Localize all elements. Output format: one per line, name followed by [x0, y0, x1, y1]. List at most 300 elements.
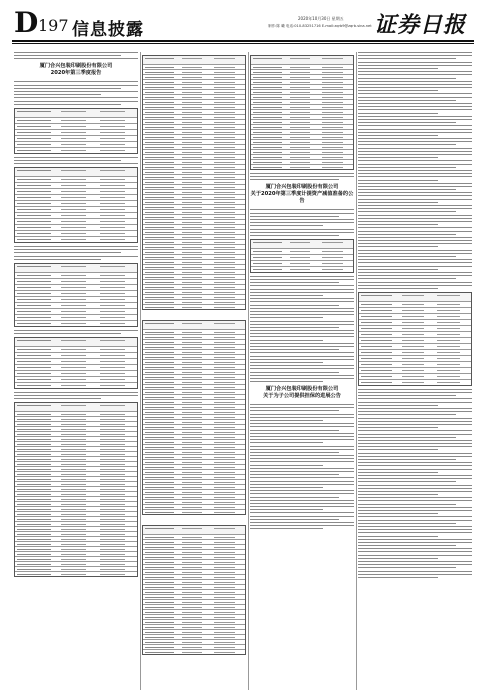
table-row [143, 321, 245, 330]
table-cell [214, 172, 234, 173]
text-line [358, 414, 456, 415]
table-cell [61, 379, 85, 380]
table-cell [100, 373, 124, 374]
table-cell [182, 242, 202, 243]
table-cell [17, 239, 51, 240]
table-cell [182, 357, 202, 358]
page-number: 197 [38, 16, 69, 35]
text-line [250, 474, 339, 475]
balance-sheet-table [14, 402, 138, 577]
table-cell [145, 422, 174, 423]
table-cell [61, 494, 85, 495]
table-cell [145, 217, 174, 218]
table-cell [100, 132, 124, 133]
table-cell [145, 277, 174, 278]
table-cell [100, 215, 124, 216]
table-cell [145, 477, 174, 478]
table-cell [17, 191, 51, 192]
text-line [250, 295, 323, 296]
table-cell [214, 277, 234, 278]
text-line [250, 292, 354, 293]
table-cell [145, 267, 174, 268]
table-cell [145, 492, 174, 493]
table-cell [145, 257, 174, 258]
table-cell [17, 504, 51, 505]
table-cell [214, 467, 234, 468]
table-cell [182, 323, 202, 324]
table-cell [182, 177, 202, 178]
table-cell [182, 502, 202, 503]
text-line [14, 52, 138, 53]
table-cell [214, 422, 234, 423]
table-cell [17, 439, 51, 440]
table-cell [145, 367, 174, 368]
table-cell [145, 567, 174, 568]
text-line [250, 465, 323, 466]
table-cell [61, 179, 85, 180]
table-cell [437, 304, 459, 305]
table-cell [290, 152, 310, 153]
table-cell [61, 227, 85, 228]
text-line [358, 262, 472, 263]
text-line [358, 71, 472, 72]
table-cell [17, 484, 51, 485]
table-cell [145, 497, 174, 498]
table-cell [17, 569, 51, 570]
table-cell [61, 185, 85, 186]
table-cell [182, 642, 202, 643]
table-cell [253, 97, 282, 98]
table-cell [214, 567, 234, 568]
table-cell [100, 239, 124, 240]
table-cell [437, 382, 459, 383]
table-cell [61, 554, 85, 555]
table-cell [182, 457, 202, 458]
table-cell [145, 528, 174, 529]
table-cell [402, 352, 424, 353]
table-cell [214, 512, 234, 513]
text-line [358, 443, 472, 444]
text-line [358, 555, 472, 556]
issue-date: 2020年10月30日 星期五 [298, 16, 344, 21]
table-cell [361, 322, 392, 323]
table-cell [145, 452, 174, 453]
text-line [14, 398, 101, 399]
text-line [358, 446, 472, 447]
table-cell [17, 281, 51, 282]
table-cell [322, 147, 342, 148]
table-cell [145, 187, 174, 188]
table-cell [145, 122, 174, 123]
table-cell [402, 322, 424, 323]
table-cell [214, 92, 234, 93]
table-cell [182, 87, 202, 88]
table-cell [214, 142, 234, 143]
balance-sheet-table [142, 55, 246, 310]
table-cell [182, 407, 202, 408]
text-line [358, 176, 472, 177]
table-row [15, 572, 137, 576]
table-cell [322, 87, 342, 88]
table-cell [402, 340, 424, 341]
text-line [358, 157, 438, 158]
table-cell [182, 247, 202, 248]
table-cell [100, 144, 124, 145]
table-cell [100, 489, 124, 490]
text-line [358, 231, 472, 232]
table-cell [100, 549, 124, 550]
text-line [250, 497, 339, 498]
table-cell [214, 72, 234, 73]
table-cell [145, 342, 174, 343]
table-cell [214, 97, 234, 98]
table-cell [61, 367, 85, 368]
table-cell [290, 122, 310, 123]
table-cell [145, 382, 174, 383]
table-cell [145, 97, 174, 98]
table-cell [214, 397, 234, 398]
table-cell [17, 293, 51, 294]
table-cell [290, 112, 310, 113]
table-cell [17, 373, 51, 374]
table-cell [145, 402, 174, 403]
text-line [358, 269, 438, 270]
table-cell [145, 82, 174, 83]
table-cell [145, 357, 174, 358]
table-cell [214, 557, 234, 558]
text-line [358, 497, 472, 498]
text-line [358, 536, 438, 537]
table-cell [182, 617, 202, 618]
text-line [14, 91, 138, 92]
text-line [358, 418, 472, 419]
table-cell [17, 474, 51, 475]
table-cell [214, 562, 234, 563]
table-cell [253, 117, 282, 118]
table-cell [214, 642, 234, 643]
table-cell [17, 215, 51, 216]
table-cell [361, 364, 392, 365]
table-cell [437, 295, 459, 296]
table-cell [17, 221, 51, 222]
table-cell [61, 197, 85, 198]
table-cell [145, 352, 174, 353]
table-cell [182, 652, 202, 653]
financial-table [14, 167, 138, 243]
table-cell [214, 577, 234, 578]
table-cell [182, 557, 202, 558]
table-cell [402, 382, 424, 383]
table-cell [100, 494, 124, 495]
table-row [251, 165, 353, 169]
table-cell [214, 497, 234, 498]
table-cell [437, 376, 459, 377]
text-line [358, 564, 472, 565]
table-cell [253, 72, 282, 73]
text-line [358, 532, 472, 533]
text-line [250, 359, 354, 360]
table-cell [214, 342, 234, 343]
text-line [14, 395, 138, 396]
table-cell [100, 499, 124, 500]
table-cell [17, 111, 51, 112]
table-row [251, 56, 353, 65]
notice-company: 厦门合兴包装印刷股份有限公司 [39, 63, 113, 70]
table-cell [145, 107, 174, 108]
text-line [250, 285, 354, 286]
table-cell [145, 302, 174, 303]
table-cell [290, 97, 310, 98]
table-cell [100, 111, 124, 112]
text-line [250, 407, 354, 408]
table-cell [214, 372, 234, 373]
table-cell [145, 437, 174, 438]
table-cell [322, 167, 342, 168]
table-cell [100, 419, 124, 420]
table-cell [437, 328, 459, 329]
text-line [250, 216, 339, 217]
text-line [250, 490, 354, 491]
text-line [250, 471, 354, 472]
table-cell [253, 127, 282, 128]
table-cell [17, 355, 51, 356]
text-line [358, 135, 438, 136]
text-line [358, 100, 456, 101]
table-cell [100, 439, 124, 440]
table-cell [361, 340, 392, 341]
text-line [250, 446, 354, 447]
table-cell [145, 182, 174, 183]
text-line [358, 266, 472, 267]
table-cell [100, 519, 124, 520]
text-line [250, 426, 354, 427]
table-cell [290, 167, 310, 168]
table-cell [100, 203, 124, 204]
table-cell [100, 574, 124, 575]
text-line [358, 510, 472, 511]
table-cell [214, 107, 234, 108]
table-cell [214, 412, 234, 413]
shareholder-table [14, 337, 138, 389]
text-line [358, 90, 438, 91]
table-cell [214, 212, 234, 213]
table-cell [290, 257, 310, 258]
table-cell [214, 127, 234, 128]
table-cell [61, 266, 85, 267]
table-cell [253, 251, 282, 252]
text-line [358, 437, 456, 438]
table-cell [214, 377, 234, 378]
text-line [358, 548, 472, 549]
text-line [358, 78, 456, 79]
table-cell [361, 358, 392, 359]
table-cell [145, 323, 174, 324]
table-cell [214, 607, 234, 608]
text-line [358, 516, 472, 517]
table-cell [182, 192, 202, 193]
table-cell [145, 197, 174, 198]
table-cell [61, 144, 85, 145]
table-cell [214, 487, 234, 488]
table-cell [214, 647, 234, 648]
table-cell [17, 419, 51, 420]
table-cell [214, 477, 234, 478]
table-cell [61, 170, 85, 171]
table-cell [182, 537, 202, 538]
text-line [358, 481, 456, 482]
text-line [250, 333, 354, 334]
table-cell [100, 554, 124, 555]
table-cell [182, 632, 202, 633]
table-cell [61, 340, 85, 341]
table-cell [100, 323, 124, 324]
table-cell [145, 612, 174, 613]
table-cell [17, 170, 51, 171]
text-line [358, 93, 472, 94]
table-cell [61, 311, 85, 312]
table-cell [322, 127, 342, 128]
table-cell [322, 92, 342, 93]
table-cell [145, 242, 174, 243]
table-cell [17, 126, 51, 127]
table-cell [145, 457, 174, 458]
text-line [250, 512, 354, 513]
text-line [250, 321, 354, 322]
table-cell [322, 72, 342, 73]
text-line [358, 398, 472, 399]
table-cell [361, 370, 392, 371]
table-cell [182, 528, 202, 529]
table-cell [182, 392, 202, 393]
table-cell [182, 372, 202, 373]
text-line [250, 417, 354, 418]
text-line [358, 84, 472, 85]
text-line [358, 125, 472, 126]
table-cell [182, 602, 202, 603]
table-cell [182, 282, 202, 283]
text-line [250, 493, 354, 494]
text-line [358, 500, 472, 501]
text-line [14, 249, 138, 250]
text-line [250, 378, 354, 379]
table-cell [182, 187, 202, 188]
table-cell [100, 464, 124, 465]
table-cell [61, 544, 85, 545]
text-line [358, 122, 456, 123]
text-line [358, 545, 456, 546]
table-cell [182, 387, 202, 388]
table-cell [361, 382, 392, 383]
table-cell [61, 424, 85, 425]
table-cell [182, 67, 202, 68]
text-line [358, 119, 472, 120]
text-line [250, 436, 354, 437]
table-cell [17, 317, 51, 318]
table-cell [214, 87, 234, 88]
table-cell [182, 212, 202, 213]
text-line [250, 235, 339, 236]
header-rule-thin [12, 43, 474, 44]
table-cell [145, 597, 174, 598]
table-cell [17, 233, 51, 234]
table-cell [290, 137, 310, 138]
table-cell [402, 316, 424, 317]
text-line [358, 170, 472, 171]
text-line [14, 157, 138, 158]
table-cell [17, 494, 51, 495]
table-cell [17, 179, 51, 180]
text-line [250, 519, 339, 520]
table-cell [322, 251, 342, 252]
table-cell [437, 358, 459, 359]
table-cell [253, 58, 282, 59]
table-cell [182, 337, 202, 338]
table-cell [322, 137, 342, 138]
table-cell [253, 142, 282, 143]
table-cell [182, 622, 202, 623]
table-cell [361, 328, 392, 329]
table-cell [214, 432, 234, 433]
table-cell [182, 82, 202, 83]
text-line [358, 199, 472, 200]
text-line [358, 465, 472, 466]
table-cell [17, 299, 51, 300]
table-cell [214, 457, 234, 458]
text-line [358, 164, 472, 165]
text-line [250, 461, 354, 462]
table-cell [182, 167, 202, 168]
text-line [250, 439, 354, 440]
table-cell [61, 317, 85, 318]
impairment-table [250, 239, 354, 273]
table-cell [61, 464, 85, 465]
table-cell [214, 157, 234, 158]
table-cell [214, 77, 234, 78]
table-cell [145, 337, 174, 338]
table-cell [100, 150, 124, 151]
table-cell [145, 462, 174, 463]
table-cell [214, 122, 234, 123]
table-cell [182, 107, 202, 108]
text-line [358, 106, 472, 107]
table-cell [100, 469, 124, 470]
table-row [143, 305, 245, 309]
table-cell [253, 132, 282, 133]
table-cell [182, 292, 202, 293]
text-line [358, 529, 472, 530]
table-cell [61, 275, 85, 276]
table-cell [253, 67, 282, 68]
table-cell [61, 439, 85, 440]
table-cell [17, 405, 51, 406]
table-cell [182, 477, 202, 478]
text-line [250, 449, 354, 450]
table-cell [214, 137, 234, 138]
text-line [250, 305, 339, 306]
table-cell [145, 432, 174, 433]
table-cell [17, 489, 51, 490]
table-cell [100, 311, 124, 312]
table-cell [182, 342, 202, 343]
notice-company: 厦门合兴包装印刷股份有限公司 [265, 386, 339, 393]
column-divider [356, 52, 357, 690]
table-cell [17, 379, 51, 380]
text-line [358, 469, 472, 470]
table-cell [253, 77, 282, 78]
text-line [250, 433, 354, 434]
text-line [358, 577, 438, 578]
table-cell [145, 112, 174, 113]
